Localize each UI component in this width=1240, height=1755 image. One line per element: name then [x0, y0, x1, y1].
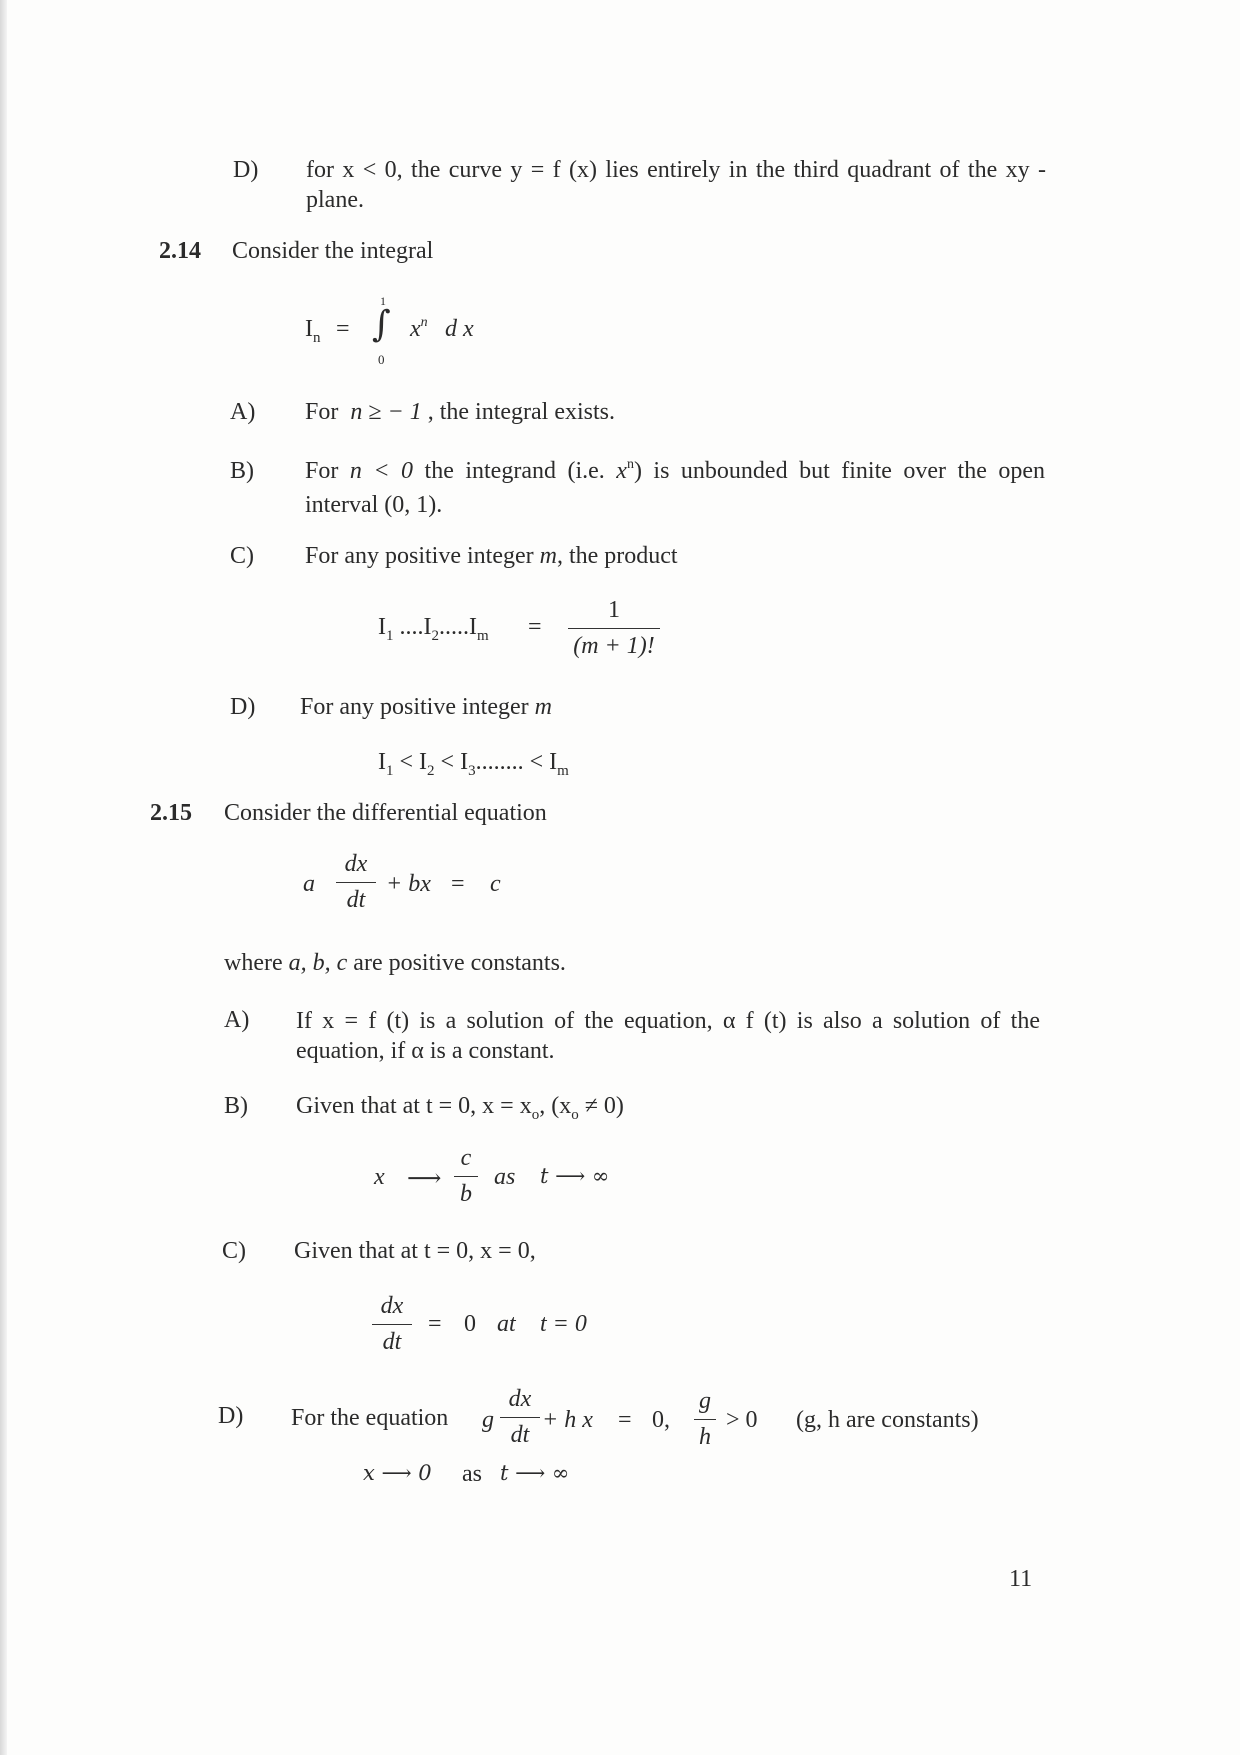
integral-lhs: $I_n$	[305, 316, 321, 346]
q214-d-inequality-chain: $I_1 < I_2 < I_3$........ < $I_m$	[378, 749, 569, 779]
q214-c-text: For any positive integer m, the product	[305, 543, 678, 569]
integral-integrand: $x^n$	[410, 315, 428, 342]
d-constants-note: (g, h are constants)	[796, 1407, 979, 1433]
c-derivative-num: dx	[380, 1293, 404, 1319]
d-ratio-den: h	[699, 1424, 711, 1450]
q214-d-text: For any positive integer m	[300, 694, 552, 720]
q215-d-text: For the equation	[291, 1405, 449, 1431]
d-g: g	[482, 1407, 494, 1433]
q215-where-text: where a, b, c are positive constants.	[224, 950, 566, 976]
limit-fraction	[454, 1145, 478, 1208]
d-ratio	[694, 1388, 716, 1451]
c-t-equals-zero: t = 0	[540, 1311, 587, 1337]
q215-d-label: D)	[218, 1403, 244, 1429]
d-limit-t: t ⟶ ∞	[500, 1461, 570, 1485]
q215-c-text: Given that at t = 0, x = 0,	[294, 1238, 536, 1264]
d-greater-than-zero: > 0	[726, 1407, 758, 1433]
integral-lower-limit: 0	[378, 352, 385, 367]
q215-a-label: A)	[224, 1007, 250, 1033]
d-equals: =	[618, 1407, 632, 1433]
q213-d-text: for x < 0, the curve y = f (x) lies entirely in the third quadrant of the xy - plane.	[306, 157, 1046, 213]
q215-c-label: C)	[222, 1238, 246, 1264]
d-derivative	[500, 1386, 540, 1449]
integral-dx: d x	[445, 316, 474, 342]
c-at: at	[497, 1311, 516, 1337]
de-derivative-den: dt	[346, 887, 366, 913]
q213-d-label: D)	[233, 157, 259, 183]
limit-fraction-den: b	[460, 1181, 472, 1207]
d-limit-as: as	[462, 1461, 482, 1487]
q215-b-text: Given that at t = 0, $x = x_o$, $(x_o \ne 0)$	[296, 1093, 624, 1123]
page-number: 11	[1009, 1566, 1033, 1592]
fraction-bar	[568, 628, 660, 629]
limit-t: t ⟶ ∞	[540, 1164, 610, 1188]
product-fraction	[568, 597, 660, 660]
limit-fraction-num: c	[460, 1145, 472, 1171]
d-limit-x: x ⟶ 0	[363, 1461, 432, 1485]
limit-arrow: ⟶	[407, 1164, 442, 1192]
limit-x: x	[374, 1164, 385, 1190]
c-equals: =	[428, 1311, 442, 1337]
de-derivative-num: dx	[344, 851, 368, 877]
fraction-bar	[694, 1419, 716, 1420]
de-coefficient-a: a	[303, 871, 315, 897]
integral-equals: =	[336, 316, 350, 342]
fraction-bar	[500, 1417, 540, 1418]
q214-a-text: For n ≥ − 1 , the integral exists.	[305, 399, 616, 425]
q215-a-text: If x = f (t) is a solution of the equation, α f (t) is also a solution of the equation, if α is a constant.	[296, 1008, 1040, 1064]
fraction-bar	[336, 882, 376, 883]
d-derivative-num: dx	[508, 1386, 532, 1412]
q214-b-text: For n < 0 the integrand (i.e. $x^n$) is unbounded but finite over the open interval (0, 1).	[305, 457, 1045, 518]
d-zero: 0,	[652, 1407, 670, 1433]
q215-prompt: Consider the differential equation	[224, 800, 547, 826]
q214-a-label: A)	[230, 399, 256, 425]
fraction-bar	[372, 1324, 412, 1325]
product-denominator: (m + 1)!	[573, 633, 655, 659]
integral-sign: ∫	[372, 304, 391, 345]
de-equals: =	[451, 871, 465, 897]
de-rhs-c: c	[490, 871, 501, 897]
c-derivative-den: dt	[382, 1329, 402, 1355]
page-spine-shadow	[0, 0, 7, 1755]
q214-number: 2.14	[159, 238, 201, 264]
q214-d-label: D)	[230, 694, 256, 720]
d-hx-term: + h x	[542, 1407, 593, 1433]
q214-b-label: B)	[230, 458, 254, 484]
d-ratio-num: g	[699, 1388, 711, 1414]
product-equals: =	[528, 614, 542, 640]
product-lhs: $I_1$ $....I_2.....I_m$	[378, 614, 489, 644]
de-bx-term: + bx	[386, 871, 431, 897]
q215-number: 2.15	[150, 800, 192, 826]
d-derivative-den: dt	[510, 1422, 530, 1448]
limit-as: as	[494, 1164, 516, 1190]
q214-c-label: C)	[230, 543, 254, 569]
integral-upper-limit: 1	[380, 294, 386, 308]
q214-prompt: Consider the integral	[232, 238, 434, 264]
product-numerator: 1	[608, 597, 620, 623]
c-derivative	[372, 1293, 412, 1356]
q215-b-label: B)	[224, 1093, 248, 1119]
de-derivative	[336, 851, 376, 914]
fraction-bar	[454, 1176, 478, 1177]
c-zero: 0	[464, 1311, 476, 1337]
